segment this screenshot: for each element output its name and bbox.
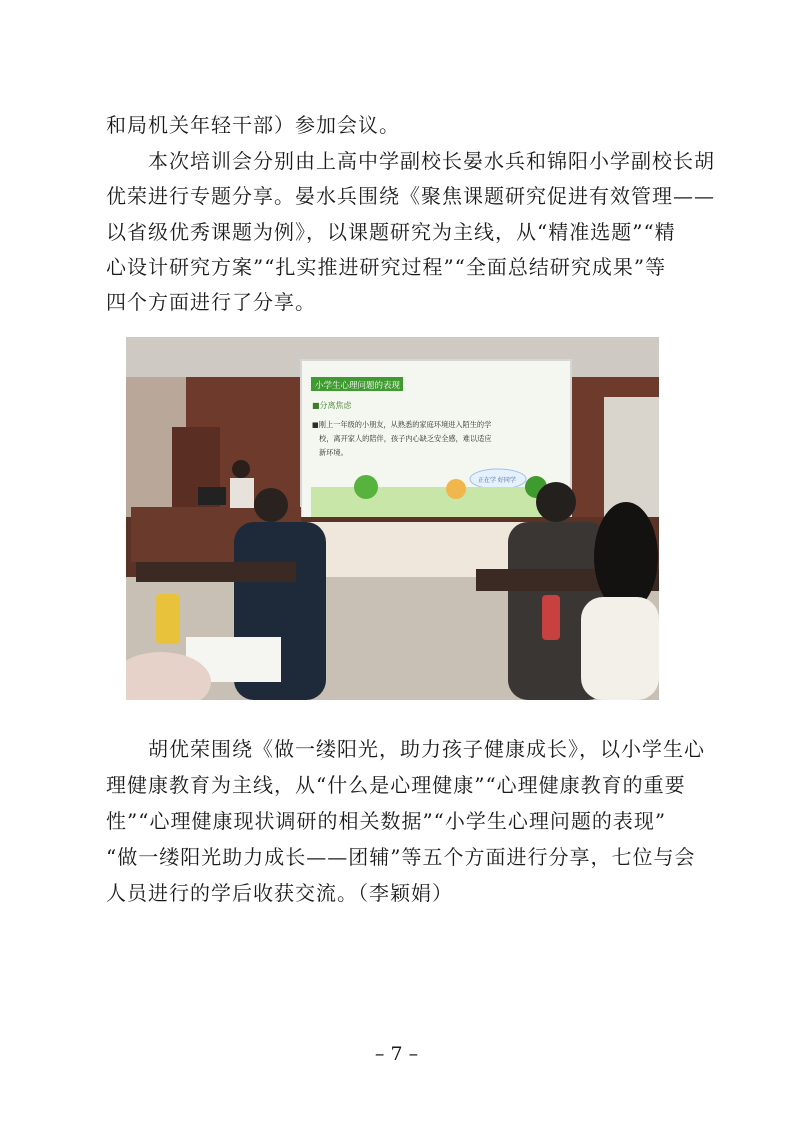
paragraph-3-line-3: 性”“心理健康现状调研的相关数据”“小学生心理问题的表现” <box>106 809 667 833</box>
meeting-photo <box>126 337 659 700</box>
slide-title: 小学生心理问题的表现 1 <box>315 381 409 391</box>
red-cup <box>542 595 560 640</box>
slide-bullet: ■分离焦虑 <box>312 401 352 410</box>
audience-head-1 <box>254 488 288 522</box>
paragraph-2-line-3: 以省级优秀课题为例》，以课题研究为主线，从“精准选题”“精 <box>106 220 676 244</box>
page-number: – 7 – <box>374 1043 419 1065</box>
slide-tree-1 <box>354 475 378 499</box>
audience-head-2 <box>536 482 576 522</box>
slide-animal <box>446 479 466 499</box>
paragraph-1-line-1: 和局机关年轻干部）参加会议。 <box>106 113 400 137</box>
paragraph-2-line-1: 本次培训会分别由上高中学副校长晏水兵和锦阳小学副校长胡 <box>106 149 715 173</box>
table-left <box>136 562 296 582</box>
laptop <box>198 487 226 505</box>
paragraph-3-line-2: 理健康教育为主线，从“什么是心理健康”“心理健康教育的重要 <box>106 773 686 797</box>
speaker-head <box>232 460 250 478</box>
audience-head-3 <box>594 502 658 612</box>
water-bottle <box>156 594 180 644</box>
audience-body-3 <box>581 597 659 700</box>
slide-cloud-text: 正在学 好同学 <box>478 477 516 484</box>
paragraph-3-line-4: “做一缕阳光助力成长——团辅”等五个方面进行分享，七位与会 <box>106 845 696 869</box>
slide-text-line-1: ■刚上一年级的小朋友，从熟悉的家庭环境进入陌生的学 <box>312 420 492 429</box>
meeting-photo-scene <box>126 337 659 700</box>
paragraph-2-line-2: 优荣进行专题分享。晏水兵围绕《聚焦课题研究促进有效管理—— <box>106 184 715 208</box>
paragraph-2-line-5: 四个方面进行了分享。 <box>106 290 316 314</box>
slide-text-line-2: 校，离开家人的陪伴，孩子内心缺乏安全感，难以适应 <box>319 434 492 443</box>
paragraph-3-line-5: 人员进行的学后收获交流。（李颖娟） <box>106 881 453 905</box>
speaker-body <box>230 478 254 508</box>
slide-cartoon-strip <box>311 487 561 517</box>
slide-text-line-3: 新环境。 <box>319 448 348 457</box>
paragraph-3-line-1: 胡优荣围绕《做一缕阳光，助力孩子健康成长》，以小学生心 <box>106 737 705 761</box>
paragraph-2-line-4: 心设计研究方案”“扎实推进研究过程”“全面总结研究成果”等 <box>106 255 667 279</box>
